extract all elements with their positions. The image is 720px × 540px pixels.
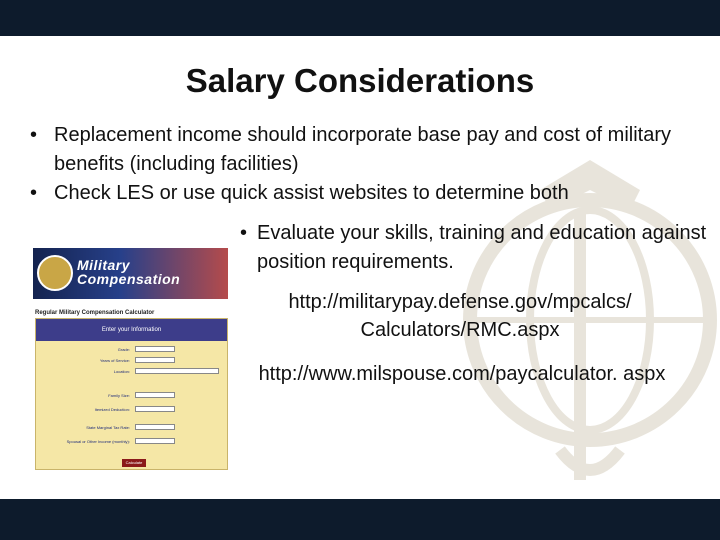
sub-bullet-text: Evaluate your skills, training and education against position requirements. xyxy=(257,222,707,273)
form-field-years xyxy=(38,356,225,365)
header-bar xyxy=(0,0,720,36)
form-field-family xyxy=(38,391,225,400)
url-milspouse: http://www.milspouse.com/paycalculator. aspx xyxy=(258,363,666,385)
form-field-tax-rate xyxy=(38,423,225,432)
calculator-banner xyxy=(33,248,228,299)
url-militarypay: http://militarypay.defense.gov/mpcalcs/ Calculators/RMC.aspx xyxy=(288,291,632,341)
field-label: Family Size: xyxy=(108,393,130,398)
form-field-location xyxy=(38,367,225,376)
form-title: Enter your Information xyxy=(36,319,227,341)
field-label: Spousal or Other Income (monthly): xyxy=(66,439,130,444)
field-label: Location: xyxy=(113,369,130,374)
bullet-list xyxy=(30,121,710,208)
bullet-item xyxy=(30,121,710,179)
deduction-input xyxy=(135,406,175,412)
calculate-button: Calculate xyxy=(122,459,146,467)
family-select xyxy=(135,392,175,398)
form-field-grade xyxy=(38,345,225,354)
brand-line-2: Compensation xyxy=(77,271,181,287)
years-select xyxy=(135,357,175,363)
grade-select xyxy=(135,346,175,352)
sub-bullet-item xyxy=(240,219,710,277)
form-field-spousal-income xyxy=(38,437,225,446)
bullet-marker: • xyxy=(240,222,248,244)
bullet-item xyxy=(30,179,710,208)
bullet-text: Replacement income should incorporate base pay and cost of military benefits (including facilities) xyxy=(54,124,671,175)
tax-rate-input xyxy=(135,424,175,430)
seal-icon xyxy=(37,255,73,291)
calculator-brand xyxy=(77,258,227,286)
spousal-income-input xyxy=(135,438,175,444)
bullet-marker: • xyxy=(30,124,38,146)
field-label: Grade: xyxy=(117,347,130,352)
field-label: Itemized Deduction: xyxy=(94,407,130,412)
slide-title: Salary Considerations xyxy=(185,62,535,99)
field-label: State Marginal Tax Rate: xyxy=(86,425,130,430)
calculator-heading: Regular Military Compensation Calculator xyxy=(35,310,155,316)
bullet-marker: • xyxy=(30,182,38,204)
brand-line-1: Military xyxy=(77,257,131,273)
form-field-deduction xyxy=(38,405,225,414)
location-select xyxy=(135,368,219,374)
calculator-form xyxy=(35,318,228,470)
bullet-text: Check LES or use quick assist websites to determine both xyxy=(54,182,569,204)
field-label: Years of Service: xyxy=(99,358,130,363)
calculator-screenshot xyxy=(33,248,228,470)
footer-bar xyxy=(0,499,720,540)
